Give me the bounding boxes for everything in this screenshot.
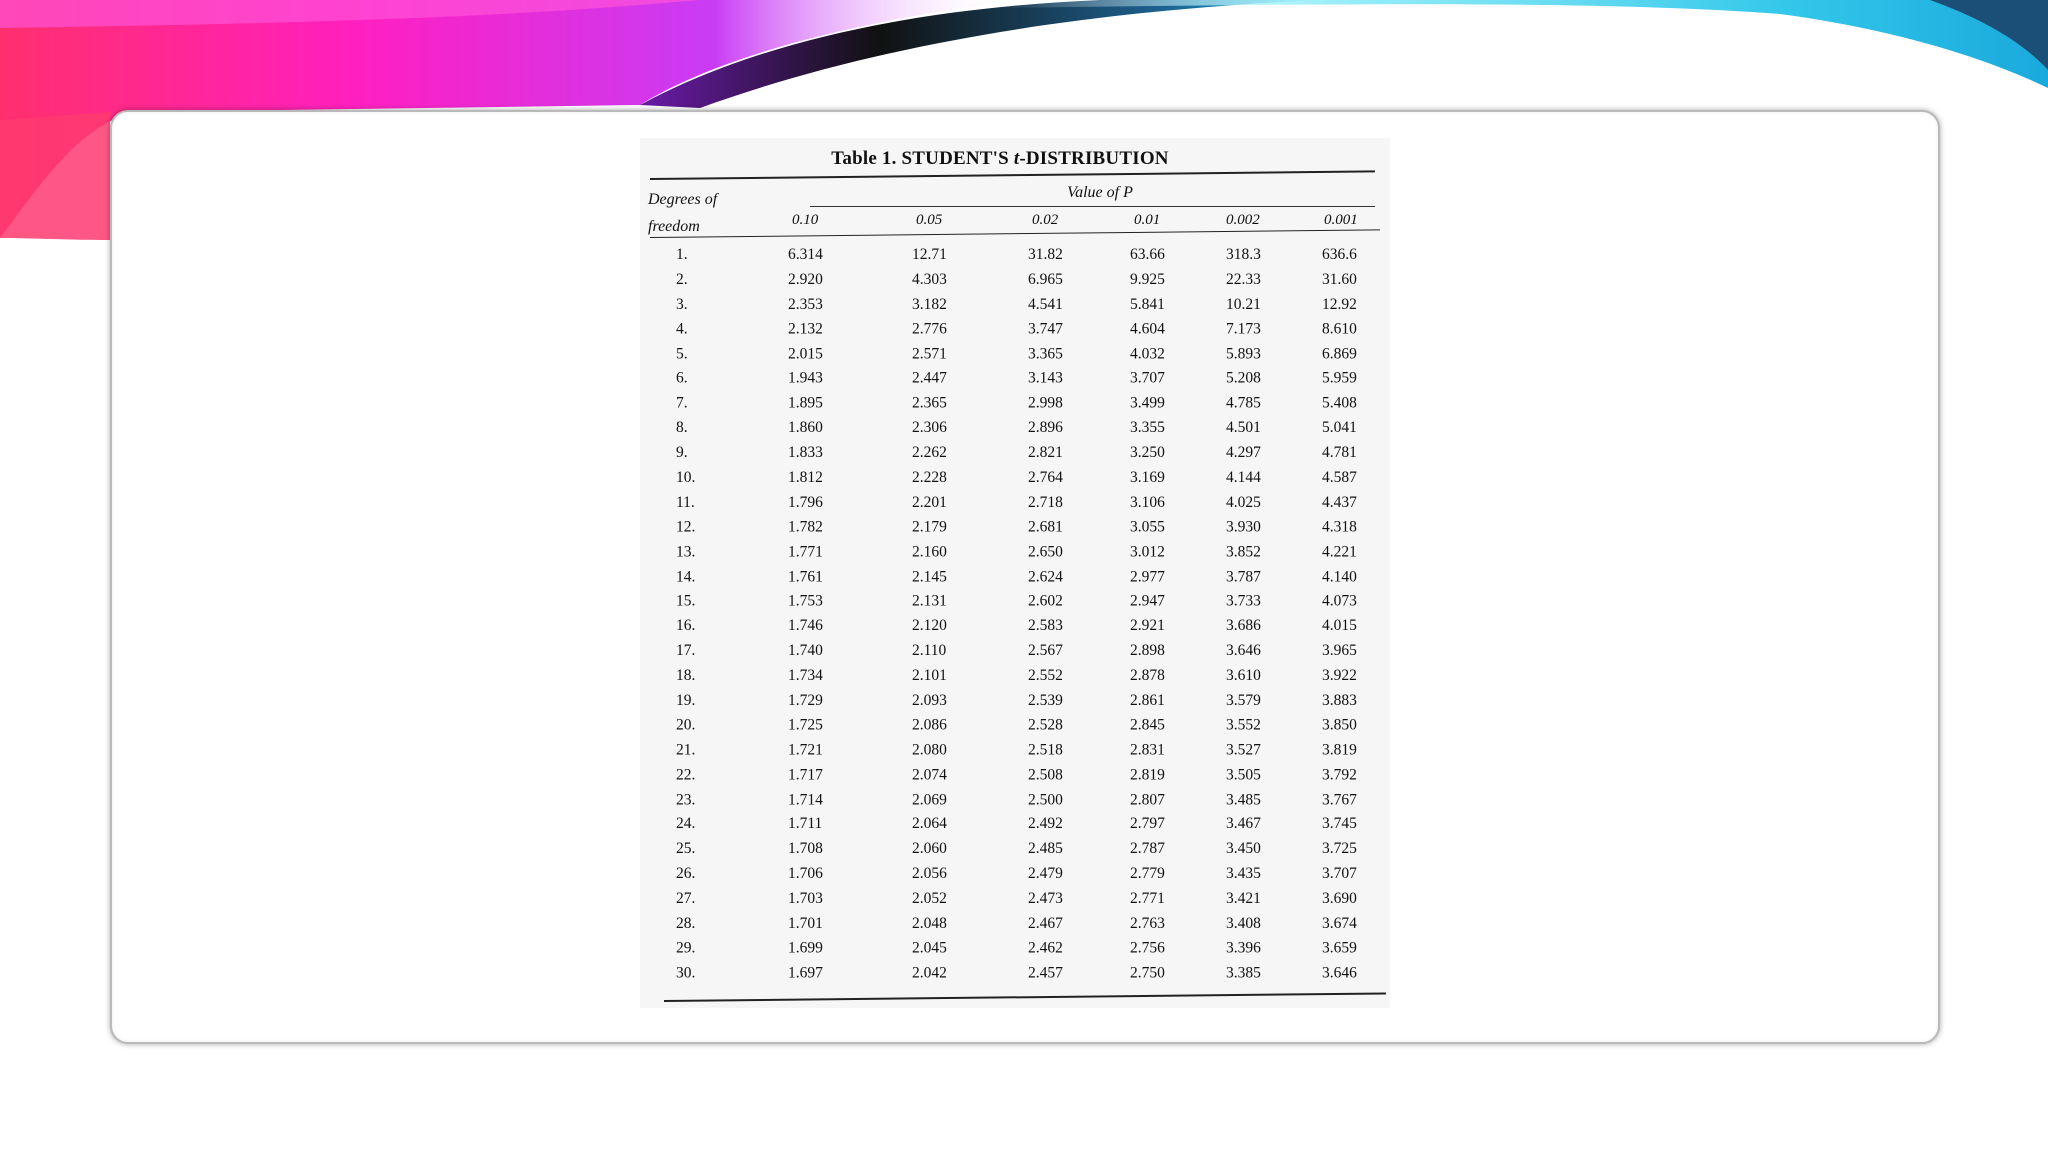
value-cell: 2.750 <box>1130 964 1165 982</box>
value-cell: 6.869 <box>1322 345 1357 363</box>
value-cell: 2.947 <box>1130 592 1165 610</box>
value-cell: 2.110 <box>912 642 947 660</box>
table-row <box>640 440 1390 465</box>
value-cell: 1.895 <box>788 394 823 412</box>
value-cell: 3.396 <box>1226 939 1261 957</box>
df-cell: 16. <box>676 617 696 635</box>
table-row <box>640 713 1390 738</box>
value-cell: 3.610 <box>1226 667 1261 685</box>
value-cell: 3.767 <box>1322 790 1357 808</box>
value-cell: 3.012 <box>1130 543 1165 561</box>
value-cell: 1.711 <box>788 815 823 833</box>
value-cell: 2.681 <box>1028 518 1063 536</box>
table-row <box>640 737 1390 762</box>
value-cell: 2.086 <box>912 716 947 734</box>
df-cell: 15. <box>676 592 696 610</box>
value-cell: 2.567 <box>1028 642 1063 660</box>
value-cell: 2.977 <box>1130 568 1165 586</box>
value-cell: 2.787 <box>1130 840 1165 858</box>
table-row <box>640 514 1390 539</box>
value-cell: 2.467 <box>1028 914 1063 932</box>
value-cell: 4.140 <box>1322 568 1357 586</box>
p-header-4: 0.002 <box>1226 212 1260 228</box>
value-cell: 2.120 <box>912 617 947 635</box>
value-cell: 2.797 <box>1130 815 1165 833</box>
p-header-0: 0.10 <box>792 212 819 228</box>
df-cell: 18. <box>676 667 696 685</box>
table-row <box>640 564 1390 589</box>
value-cell: 1.771 <box>788 543 823 561</box>
value-cell: 2.920 <box>788 270 823 288</box>
value-cell: 2.819 <box>1130 766 1165 784</box>
value-cell: 1.812 <box>788 468 823 486</box>
df-cell: 22. <box>676 766 696 784</box>
value-cell: 3.527 <box>1226 741 1261 759</box>
df-cell: 24. <box>676 815 696 833</box>
value-cell: 2.845 <box>1130 716 1165 734</box>
value-cell: 2.306 <box>912 419 947 437</box>
value-cell: 2.353 <box>788 295 823 313</box>
value-cell: 1.740 <box>788 642 823 660</box>
value-cell: 2.160 <box>912 543 947 561</box>
df-cell: 29. <box>676 939 696 957</box>
value-cell: 2.064 <box>912 815 947 833</box>
value-of-p-rule <box>810 206 1375 207</box>
df-cell: 30. <box>676 964 696 982</box>
table-row <box>640 812 1390 837</box>
value-cell: 1.701 <box>788 914 823 932</box>
value-cell: 2.056 <box>912 865 947 883</box>
value-cell: 2.228 <box>912 468 947 486</box>
value-cell: 63.66 <box>1130 246 1165 263</box>
value-cell: 2.500 <box>1028 790 1063 808</box>
value-cell: 3.686 <box>1226 617 1261 635</box>
value-cell: 3.674 <box>1322 914 1357 932</box>
df-cell: 3. <box>676 295 688 313</box>
value-cell: 2.998 <box>1028 394 1063 412</box>
df-cell: 13. <box>676 543 696 561</box>
value-cell: 2.518 <box>1028 741 1063 759</box>
value-cell: 2.650 <box>1028 543 1063 561</box>
df-cell: 6. <box>676 369 688 387</box>
value-cell: 8.610 <box>1322 320 1357 338</box>
df-cell: 14. <box>676 568 696 586</box>
value-cell: 2.101 <box>912 667 947 685</box>
value-cell: 2.473 <box>1028 890 1063 908</box>
p-header-2: 0.02 <box>1032 212 1059 228</box>
p-header-1: 0.05 <box>916 212 943 228</box>
value-cell: 1.943 <box>788 369 823 387</box>
value-cell: 4.025 <box>1226 493 1261 511</box>
df-cell: 12. <box>676 518 696 536</box>
value-cell: 3.646 <box>1226 642 1261 660</box>
df-cell: 7. <box>676 394 688 412</box>
value-cell: 3.250 <box>1130 444 1165 462</box>
value-cell: 5.208 <box>1226 369 1261 387</box>
value-cell: 1.860 <box>788 419 823 437</box>
table-row <box>640 267 1390 292</box>
value-cell: 3.707 <box>1322 865 1357 883</box>
value-cell: 3.579 <box>1226 691 1261 709</box>
table-row <box>640 836 1390 861</box>
value-cell: 1.717 <box>788 766 823 784</box>
value-cell: 2.571 <box>912 345 947 363</box>
value-cell: 2.060 <box>912 840 947 858</box>
value-cell: 1.761 <box>788 568 823 586</box>
value-cell: 2.462 <box>1028 939 1063 957</box>
value-cell: 1.708 <box>788 840 823 858</box>
value-cell: 2.131 <box>912 592 947 610</box>
value-cell: 3.922 <box>1322 667 1357 685</box>
value-cell: 2.201 <box>912 493 947 511</box>
value-cell: 3.707 <box>1130 369 1165 387</box>
df-cell: 25. <box>676 840 696 858</box>
value-cell: 2.485 <box>1028 840 1063 858</box>
value-cell: 3.485 <box>1226 790 1261 808</box>
value-cell: 1.706 <box>788 865 823 883</box>
value-cell: 2.779 <box>1130 865 1165 883</box>
table-row <box>640 341 1390 366</box>
value-cell: 3.965 <box>1322 642 1357 660</box>
value-cell: 4.437 <box>1322 493 1357 511</box>
value-cell: 4.781 <box>1322 444 1357 462</box>
value-cell: 6.314 <box>788 246 823 263</box>
value-cell: 636.6 <box>1322 246 1357 263</box>
value-cell: 4.073 <box>1322 592 1357 610</box>
value-cell: 2.492 <box>1028 815 1063 833</box>
value-cell: 3.725 <box>1322 840 1357 858</box>
table-row <box>640 936 1390 961</box>
df-cell: 11. <box>676 493 695 511</box>
value-cell: 3.733 <box>1226 592 1261 610</box>
value-cell: 3.819 <box>1322 741 1357 759</box>
table-row <box>640 886 1390 911</box>
df-cell: 1. <box>676 246 688 263</box>
table-row <box>640 539 1390 564</box>
value-cell: 2.718 <box>1028 493 1063 511</box>
value-cell: 1.699 <box>788 939 823 957</box>
value-cell: 2.132 <box>788 320 823 338</box>
value-cell: 3.365 <box>1028 345 1063 363</box>
table-row <box>640 911 1390 936</box>
value-cell: 2.602 <box>1028 592 1063 610</box>
value-cell: 2.052 <box>912 890 947 908</box>
value-cell: 2.861 <box>1130 691 1165 709</box>
table-top-rule <box>650 170 1375 180</box>
value-cell: 2.921 <box>1130 617 1165 635</box>
value-cell: 2.896 <box>1028 419 1063 437</box>
value-cell: 12.71 <box>912 246 947 263</box>
table-row <box>640 960 1390 985</box>
df-cell: 4. <box>676 320 688 338</box>
table-row <box>640 366 1390 391</box>
value-cell: 1.734 <box>788 667 823 685</box>
table-row <box>640 242 1390 267</box>
value-cell: 3.505 <box>1226 766 1261 784</box>
table-row <box>640 465 1390 490</box>
value-cell: 2.898 <box>1130 642 1165 660</box>
value-cell: 2.539 <box>1028 691 1063 709</box>
df-cell: 26. <box>676 865 696 883</box>
df-cell: 5. <box>676 345 688 363</box>
value-cell: 2.771 <box>1130 890 1165 908</box>
value-cell: 5.408 <box>1322 394 1357 412</box>
value-cell: 3.787 <box>1226 568 1261 586</box>
value-cell: 3.930 <box>1226 518 1261 536</box>
value-cell: 3.850 <box>1322 716 1357 734</box>
value-cell: 1.729 <box>788 691 823 709</box>
value-cell: 4.541 <box>1028 295 1063 313</box>
value-cell: 7.173 <box>1226 320 1261 338</box>
df-cell: 23. <box>676 790 696 808</box>
value-cell: 3.690 <box>1322 890 1357 908</box>
value-cell: 2.042 <box>912 964 947 982</box>
value-cell: 3.747 <box>1028 320 1063 338</box>
table-row <box>640 787 1390 812</box>
value-cell: 1.697 <box>788 964 823 982</box>
value-cell: 3.552 <box>1226 716 1261 734</box>
value-cell: 4.297 <box>1226 444 1261 462</box>
value-cell: 2.756 <box>1130 939 1165 957</box>
df-cell: 2. <box>676 270 688 288</box>
value-cell: 3.169 <box>1130 468 1165 486</box>
value-cell: 3.182 <box>912 295 947 313</box>
df-cell: 21. <box>676 741 696 759</box>
df-cell: 19. <box>676 691 696 709</box>
value-cell: 4.501 <box>1226 419 1261 437</box>
value-cell: 22.33 <box>1226 270 1261 288</box>
value-cell: 2.878 <box>1130 667 1165 685</box>
value-cell: 3.467 <box>1226 815 1261 833</box>
value-cell: 6.965 <box>1028 270 1063 288</box>
value-cell: 5.041 <box>1322 419 1357 437</box>
value-cell: 3.792 <box>1322 766 1357 784</box>
value-cell: 2.447 <box>912 369 947 387</box>
value-of-p-header: Value of P <box>1067 184 1133 201</box>
value-cell: 2.831 <box>1130 741 1165 759</box>
value-cell: 1.746 <box>788 617 823 635</box>
table-bottom-rule <box>664 992 1386 1002</box>
df-cell: 28. <box>676 914 696 932</box>
t-distribution-table-image <box>640 138 1390 1008</box>
table-row <box>640 861 1390 886</box>
value-cell: 3.143 <box>1028 369 1063 387</box>
p-header-3: 0.01 <box>1134 212 1161 228</box>
value-cell: 3.435 <box>1226 865 1261 883</box>
table-row <box>640 638 1390 663</box>
value-cell: 2.457 <box>1028 964 1063 982</box>
value-cell: 3.450 <box>1226 840 1261 858</box>
table-row <box>640 490 1390 515</box>
value-cell: 2.763 <box>1130 914 1165 932</box>
value-cell: 2.069 <box>912 790 947 808</box>
value-cell: 4.032 <box>1130 345 1165 363</box>
value-cell: 2.528 <box>1028 716 1063 734</box>
value-cell: 2.262 <box>912 444 947 462</box>
value-cell: 5.959 <box>1322 369 1357 387</box>
value-cell: 2.776 <box>912 320 947 338</box>
value-cell: 1.833 <box>788 444 823 462</box>
value-cell: 1.796 <box>788 493 823 511</box>
value-cell: 1.703 <box>788 890 823 908</box>
value-cell: 3.106 <box>1130 493 1165 511</box>
value-cell: 2.145 <box>912 568 947 586</box>
table-row <box>640 614 1390 639</box>
value-cell: 3.385 <box>1226 964 1261 982</box>
value-cell: 2.821 <box>1028 444 1063 462</box>
value-cell: 4.785 <box>1226 394 1261 412</box>
value-cell: 2.045 <box>912 939 947 957</box>
table-body <box>640 242 1390 989</box>
value-cell: 2.583 <box>1028 617 1063 635</box>
p-header-5: 0.001 <box>1324 212 1358 228</box>
value-cell: 2.552 <box>1028 667 1063 685</box>
value-cell: 2.764 <box>1028 468 1063 486</box>
value-cell: 31.82 <box>1028 246 1063 263</box>
table-row <box>640 292 1390 317</box>
value-cell: 2.807 <box>1130 790 1165 808</box>
value-cell: 4.303 <box>912 270 947 288</box>
value-cell: 3.499 <box>1130 394 1165 412</box>
value-cell: 10.21 <box>1226 295 1261 313</box>
value-cell: 4.318 <box>1322 518 1357 536</box>
df-cell: 10. <box>676 468 696 486</box>
table-title: Table 1. STUDENT'S t-DISTRIBUTION <box>831 148 1169 169</box>
value-cell: 3.646 <box>1322 964 1357 982</box>
value-cell: 2.365 <box>912 394 947 412</box>
value-cell: 3.745 <box>1322 815 1357 833</box>
df-cell: 8. <box>676 419 688 437</box>
value-cell: 4.015 <box>1322 617 1357 635</box>
value-cell: 9.925 <box>1130 270 1165 288</box>
value-cell: 318.3 <box>1226 246 1261 263</box>
value-cell: 2.624 <box>1028 568 1063 586</box>
value-cell: 1.721 <box>788 741 823 759</box>
value-cell: 1.782 <box>788 518 823 536</box>
table-row <box>640 589 1390 614</box>
value-cell: 3.659 <box>1322 939 1357 957</box>
table-row <box>640 688 1390 713</box>
table-row <box>640 415 1390 440</box>
value-cell: 5.893 <box>1226 345 1261 363</box>
value-cell: 1.725 <box>788 716 823 734</box>
value-cell: 3.355 <box>1130 419 1165 437</box>
table-row <box>640 391 1390 416</box>
value-cell: 1.714 <box>788 790 823 808</box>
value-cell: 3.421 <box>1226 890 1261 908</box>
value-cell: 4.604 <box>1130 320 1165 338</box>
value-cell: 4.144 <box>1226 468 1261 486</box>
value-cell: 2.074 <box>912 766 947 784</box>
value-cell: 12.92 <box>1322 295 1357 313</box>
df-cell: 9. <box>676 444 688 462</box>
value-cell: 3.883 <box>1322 691 1357 709</box>
value-cell: 3.055 <box>1130 518 1165 536</box>
table-row <box>640 316 1390 341</box>
value-cell: 2.080 <box>912 741 947 759</box>
value-cell: 4.587 <box>1322 468 1357 486</box>
df-cell: 20. <box>676 716 696 734</box>
value-cell: 4.221 <box>1322 543 1357 561</box>
df-cell: 27. <box>676 890 696 908</box>
value-cell: 2.179 <box>912 518 947 536</box>
df-cell: 17. <box>676 642 696 660</box>
value-cell: 2.093 <box>912 691 947 709</box>
value-cell: 31.60 <box>1322 270 1357 288</box>
value-cell: 3.408 <box>1226 914 1261 932</box>
value-cell: 2.479 <box>1028 865 1063 883</box>
table-row <box>640 663 1390 688</box>
value-cell: 2.048 <box>912 914 947 932</box>
degrees-of-freedom-header: Degrees of freedom <box>648 191 718 235</box>
value-cell: 3.852 <box>1226 543 1261 561</box>
table-row <box>640 762 1390 787</box>
value-cell: 2.015 <box>788 345 823 363</box>
value-cell: 2.508 <box>1028 766 1063 784</box>
value-cell: 1.753 <box>788 592 823 610</box>
value-cell: 5.841 <box>1130 295 1165 313</box>
